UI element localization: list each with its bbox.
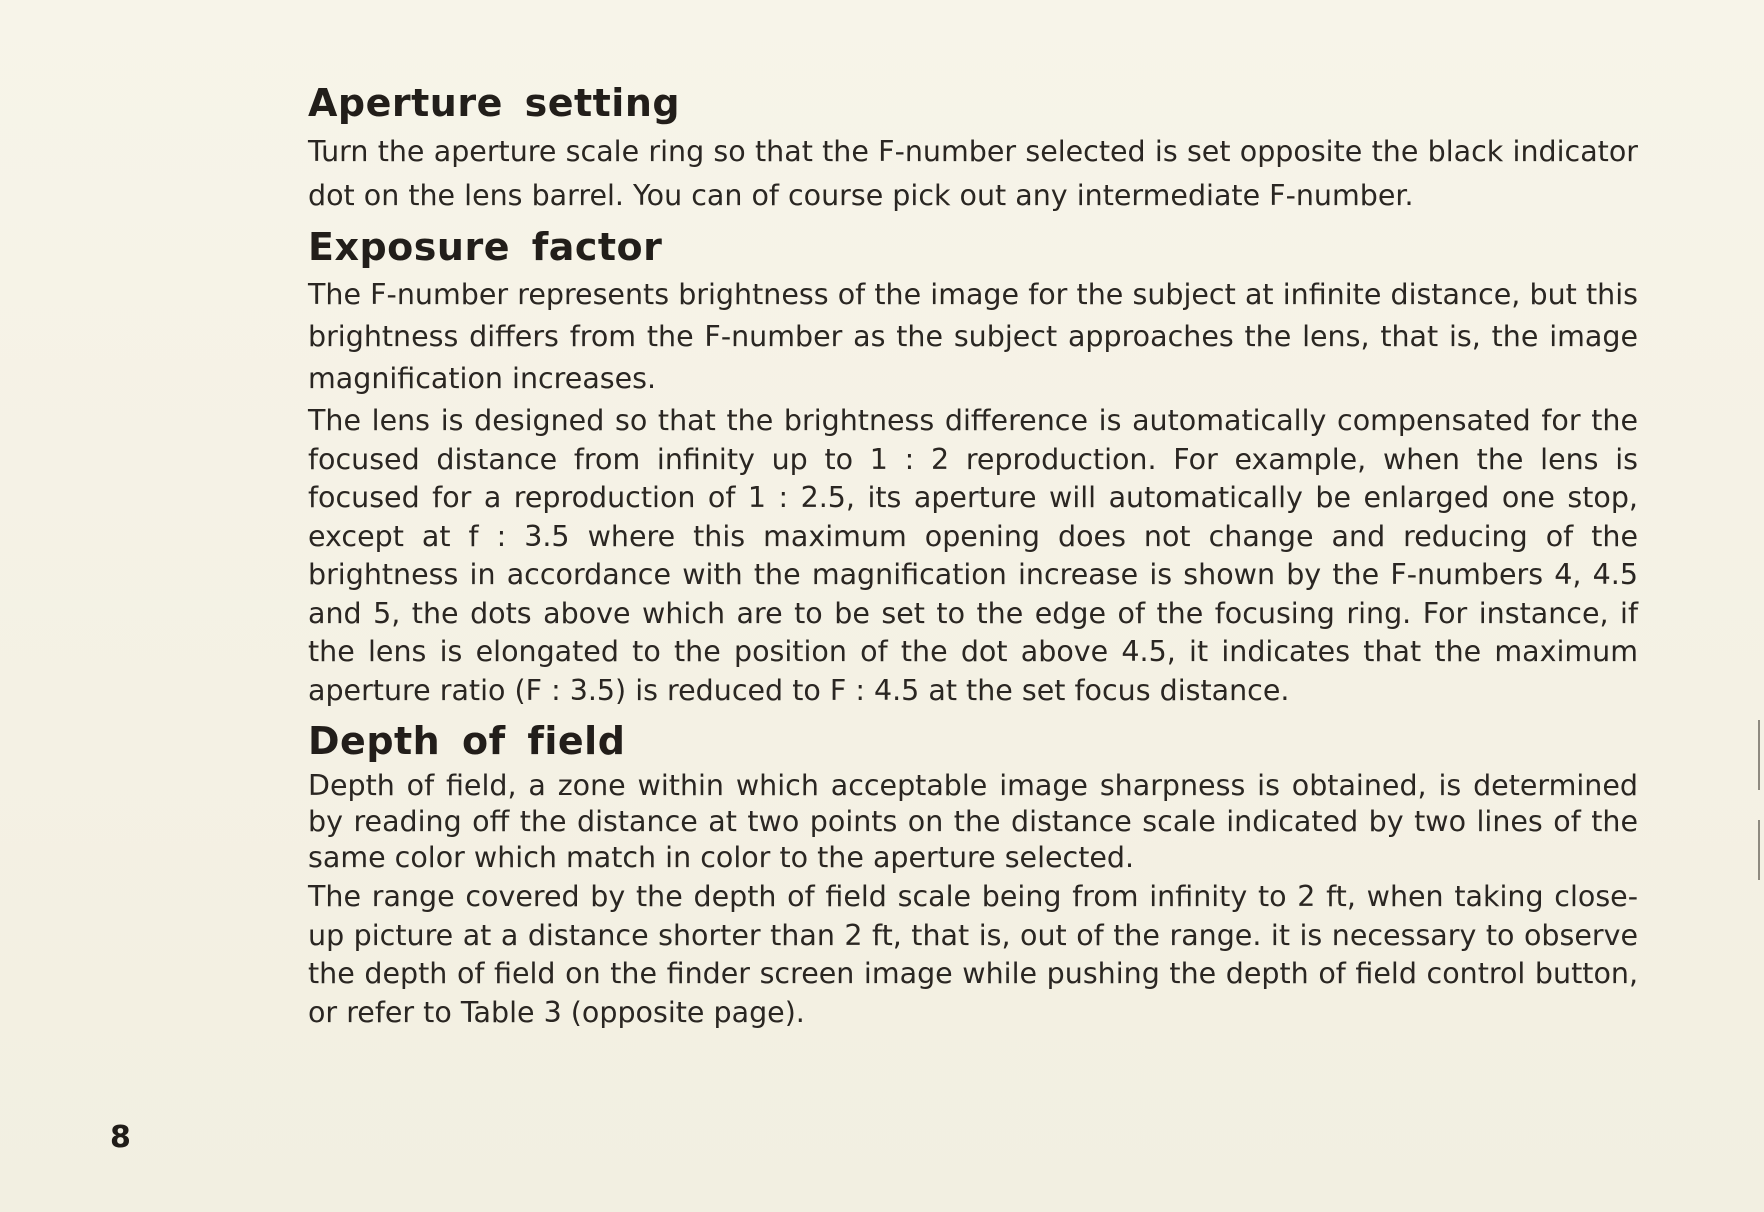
page-number: 8 bbox=[110, 1120, 131, 1155]
heading-exposure-factor: Exposure factor bbox=[308, 225, 663, 269]
section-aperture-setting bbox=[308, 80, 1638, 218]
page-edge-mark bbox=[1758, 820, 1760, 880]
section-exposure-factor bbox=[308, 224, 1638, 710]
heading-depth-of-field: Depth of field bbox=[308, 719, 626, 763]
paragraph-depth-of-field-2: The range covered by the depth of field scale being from infinity to 2 ft, when taking close-up picture at a distance shorter than 2 ft, that is, out of the range. it is necessary to observe the depth of field on the finder screen image while pushing the depth of field control button, or refer to Table 3 (opposite page). bbox=[308, 880, 1638, 1029]
paragraph-exposure-factor-2: The lens is designed so that the brightness difference is automatically compensated for the focused distance from infinity up to 1 : 2 reproduction. For example, when the lens is focused for a reproduction of 1 : 2.5, its aperture will automatically be enlarged one stop, except at f : 3.5 where this maximum opening does not change and reducing of the brightness in accordance with the magnification increase is shown by the F-numbers 4, 4.5 and 5, the dots above which are to be set to the edge of the focusing ring. For instance, if the lens is elongated to the position of the dot above 4.5, it indicates that the maximum aperture ratio (F : 3.5) is reduced to F : 4.5 at the set focus distance. bbox=[308, 404, 1638, 707]
paragraph-exposure-factor-1: The F-number represents brightness of the image for the subject at infinite distance, but this brightness differs from the F-number as the subject approaches the lens, that is, the image magnification increases. bbox=[308, 278, 1638, 395]
section-depth-of-field bbox=[308, 718, 1638, 1032]
heading-aperture-setting: Aperture setting bbox=[308, 81, 681, 125]
page-content bbox=[308, 80, 1638, 1032]
paragraph-depth-of-field-1: Depth of field, a zone within which acceptable image sharpness is obtained, is determined by reading off the distance at two points on the distance scale indicated by two lines of the same color which match in color to the aperture selected. bbox=[308, 769, 1638, 874]
paragraph-aperture-setting: Turn the aperture scale ring so that the F-number selected is set opposite the black indicator dot on the lens barrel. You can of course pick out any intermediate F-number. bbox=[308, 135, 1638, 212]
page-edge-mark bbox=[1758, 720, 1760, 790]
